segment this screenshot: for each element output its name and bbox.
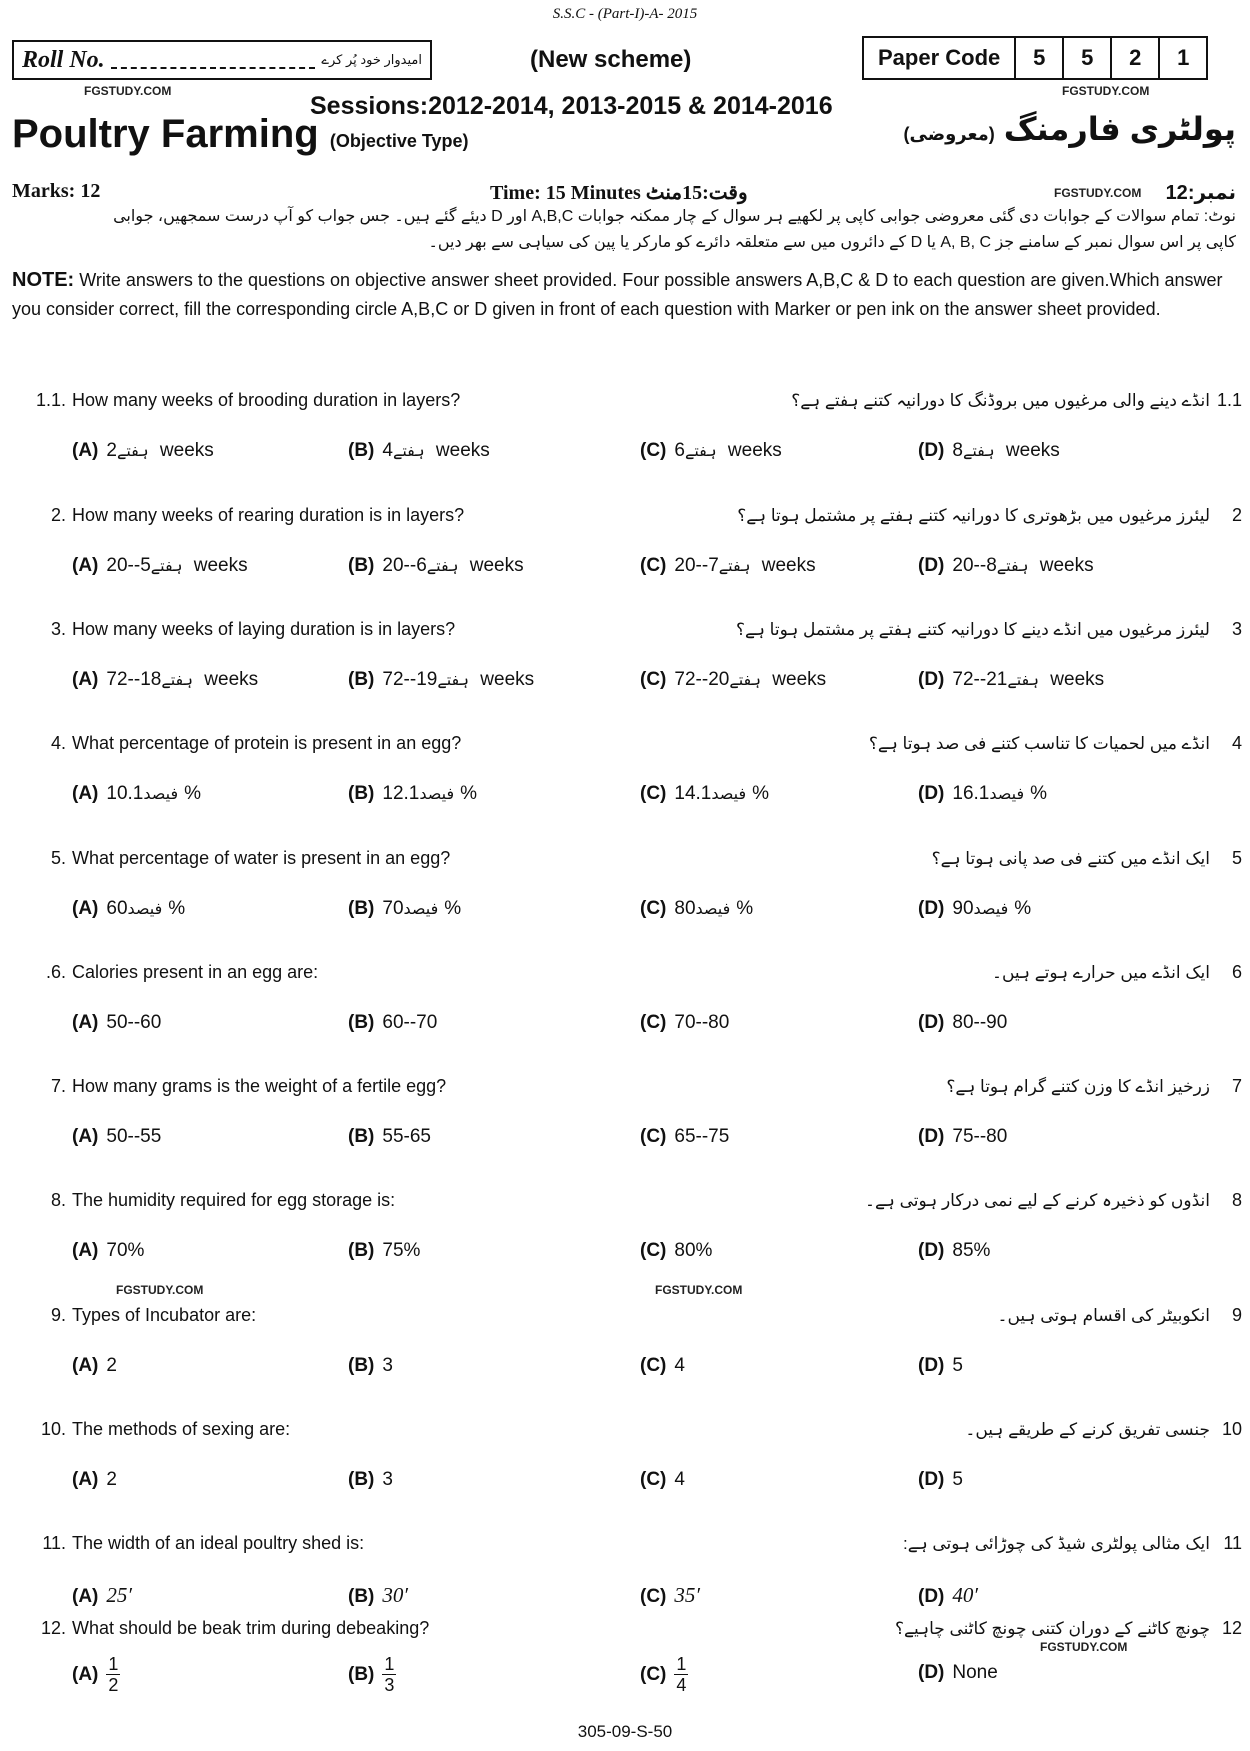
option-value: 60% (106, 898, 186, 919)
option-urdu-unit: ہفتے (1007, 672, 1039, 689)
option-label: (B) (348, 1586, 375, 1607)
option-label: (D) (918, 1586, 945, 1607)
paper-code-label: Paper Code (864, 38, 1016, 78)
option-label: (D) (918, 898, 945, 919)
option-a (72, 1583, 132, 1608)
question-urdu-number: 9 (1231, 1305, 1242, 1325)
option-label: (A) (72, 898, 99, 919)
note-label: NOTE: (12, 269, 75, 291)
option-label: (A) (72, 1469, 99, 1490)
question-text: How many weeks of brooding duration in layers? (72, 390, 461, 410)
question (0, 848, 1250, 948)
option-label: (A) (72, 1012, 99, 1033)
option-c (640, 1469, 685, 1491)
option-label: (B) (348, 898, 375, 919)
option-urdu-unit: ہفتے (684, 443, 717, 460)
question-urdu: انڈے دینے والی مرغیوں میں بروڈنگ کا دورانیہ کتنے ہفتے ہے؟ (791, 391, 1210, 410)
fraction-numerator: 1 (108, 1654, 119, 1674)
title-sub: (Objective Type) (329, 131, 469, 151)
option-value: 2 weeks (106, 440, 214, 461)
option-c (640, 1012, 729, 1034)
option-a (72, 1126, 161, 1148)
option-label: (A) (72, 1240, 99, 1261)
option-c (640, 898, 753, 920)
option-urdu-unit: فیصد (403, 901, 439, 918)
option-urdu-unit: ہفتے (437, 672, 469, 689)
option-label: (C) (640, 1126, 667, 1147)
time (490, 180, 748, 205)
option-value: 40′ (952, 1583, 978, 1607)
option-a (72, 1469, 117, 1491)
instructions (12, 266, 1237, 324)
paper-code-digit: 1 (1177, 45, 1190, 70)
option-b (348, 440, 490, 462)
option-value: 19--72 weeks (382, 669, 535, 690)
option-label: (D) (918, 669, 945, 690)
option-label: (A) (72, 669, 99, 690)
option-value: 5 (952, 1355, 963, 1376)
option-a (72, 555, 248, 577)
fraction-denominator: 4 (676, 1675, 687, 1695)
footer-code: 305-09-S-50 (577, 1722, 673, 1741)
roll-line (111, 51, 316, 69)
watermark: FGSTUDY.COM (1054, 186, 1142, 200)
question-urdu-number: 3 (1231, 619, 1242, 639)
question-number: 8. (50, 1190, 66, 1210)
option-value: 80--90 (952, 1012, 1008, 1033)
option-label: (A) (72, 1355, 99, 1376)
option-value: 70% (382, 898, 462, 919)
question (0, 1076, 1250, 1176)
option-label: (D) (918, 1469, 945, 1490)
option-label: (B) (348, 440, 375, 461)
question-text: What should be beak trim during debeaking? (72, 1618, 430, 1638)
marks: Marks: 12 (12, 180, 101, 202)
option-c (640, 1355, 685, 1377)
option-d (918, 1355, 963, 1377)
option-label: (D) (918, 1126, 945, 1147)
question-urdu-number: 10 (1221, 1419, 1242, 1439)
option-d (918, 1126, 1007, 1148)
question-text: Calories present in an egg are: (72, 962, 319, 982)
option-label: (D) (918, 555, 945, 576)
option-c (640, 1240, 712, 1262)
option-value: 85% (952, 1240, 991, 1261)
option-label: (C) (640, 1469, 667, 1490)
option-label: (B) (348, 1240, 375, 1261)
option-urdu-unit: فیصد (419, 786, 455, 803)
question-text: The humidity required for egg storage is: (72, 1190, 396, 1210)
option-c (640, 669, 826, 691)
option-label: (B) (348, 1469, 375, 1490)
option-a (72, 783, 201, 805)
option-value: 4 weeks (382, 440, 490, 461)
option-a (72, 669, 258, 691)
question-number: .6. (45, 962, 66, 982)
option-a (72, 1355, 117, 1377)
option-b (348, 1355, 393, 1377)
option-label: (A) (72, 1663, 99, 1685)
option-label: (C) (640, 783, 667, 804)
fraction-numerator: 1 (676, 1654, 687, 1674)
option-label: (A) (72, 1586, 99, 1607)
option-value: 35′ (674, 1583, 700, 1607)
question-urdu: ایک انڈے میں کتنے فی صد پانی ہوتا ہے؟ (931, 849, 1210, 868)
question-urdu-number: 8 (1231, 1190, 1242, 1210)
option-urdu-unit: فیصد (711, 786, 747, 803)
watermark: FGSTUDY.COM (1062, 84, 1150, 98)
question-number: 5. (50, 848, 66, 868)
question-number: 4. (50, 733, 66, 753)
option-urdu-unit: فیصد (127, 901, 163, 918)
option-label: (C) (640, 1663, 667, 1685)
question (0, 733, 1250, 833)
fraction-one-third (382, 1654, 396, 1695)
option-value: 5--20 weeks (106, 555, 248, 576)
question-urdu-number: 6 (1231, 962, 1242, 982)
question (0, 1618, 1250, 1718)
option-value: 21--72 weeks (952, 669, 1105, 690)
option-c (640, 1583, 700, 1608)
roll-number-box (12, 40, 432, 80)
option-b (348, 1126, 431, 1148)
option-d (918, 555, 1094, 577)
option-d (918, 783, 1047, 805)
option-label: (D) (918, 1240, 945, 1261)
option-urdu-unit: ہفتے (426, 558, 459, 575)
question (0, 390, 1250, 490)
question-urdu: انڈے میں لحمیات کا تناسب کتنے فی صد ہوتا ہے؟ (868, 734, 1210, 753)
question-urdu: جنسی تفریق کرنے کے طریقے ہیں۔ (965, 1420, 1210, 1439)
question-text: The width of an ideal poultry shed is: (72, 1533, 365, 1553)
watermark: FGSTUDY.COM (655, 1283, 743, 1297)
question-number: 10. (40, 1419, 66, 1439)
question-urdu: انڈوں کو ذخیرہ کرنے کے لیے نمی درکار ہوتی ہے۔ (864, 1191, 1210, 1210)
option-value: 16.1% (952, 783, 1048, 804)
option-label: (A) (72, 440, 99, 461)
paper-title (12, 112, 469, 157)
urdu-title (904, 110, 1237, 148)
question-urdu: چونچ کاٹنے کے دوران کتنی چونچ کاٹنی چاہیے؟ (895, 1619, 1210, 1638)
question (0, 1419, 1250, 1519)
option-a (72, 440, 214, 462)
option-value: 3 (382, 1469, 393, 1490)
option-b (348, 1583, 408, 1608)
option-d (918, 1583, 978, 1608)
question (0, 505, 1250, 605)
option-d (918, 440, 1060, 462)
question-text: Types of Incubator are: (72, 1305, 257, 1325)
option-value: None (952, 1662, 998, 1683)
option-label: (B) (348, 1663, 375, 1685)
question-urdu-number: 2 (1231, 505, 1242, 525)
option-label: (C) (640, 440, 667, 461)
option-d (918, 1662, 998, 1684)
top-line: S.S.C - (Part-I)-A- 2015 (552, 6, 698, 22)
option-value: 65--75 (674, 1126, 730, 1147)
option-value: 25′ (106, 1583, 132, 1607)
option-value: 50--55 (106, 1126, 162, 1147)
fraction-one-quarter (674, 1654, 688, 1695)
option-b (348, 669, 534, 691)
option-c (640, 1654, 688, 1695)
question-urdu: ایک مثالی پولٹری شیڈ کی چوڑائی ہوتی ہے: (903, 1534, 1210, 1553)
question-urdu-number: 1.1 (1216, 390, 1242, 410)
option-urdu-unit: ہفتے (116, 443, 149, 460)
option-value: 75--80 (952, 1126, 1008, 1147)
option-urdu-unit: فیصد (143, 786, 179, 803)
option-label: (D) (918, 1012, 945, 1033)
option-label: (C) (640, 1355, 667, 1376)
option-urdu-unit: فیصد (989, 786, 1025, 803)
option-urdu-unit: ہفتے (962, 443, 995, 460)
question-text: How many grams is the weight of a fertile egg? (72, 1076, 447, 1096)
option-value: 50--60 (106, 1012, 162, 1033)
option-label: (B) (348, 783, 375, 804)
option-value: 75% (382, 1240, 421, 1261)
option-label: (B) (348, 1355, 375, 1376)
urdu-marks: نمبر:12 (1165, 182, 1236, 204)
option-c (640, 1126, 729, 1148)
fraction-one-half (106, 1654, 120, 1695)
roll-label: Roll No. (22, 46, 105, 73)
option-value: 6 weeks (674, 440, 782, 461)
option-label: (A) (72, 783, 99, 804)
paper-code-box (862, 36, 1208, 80)
note-text: Write answers to the questions on objective answer sheet provided. Four possible answers A,B,C & D to each question are given.Which answer you consider correct, fill the corresponding circle A,B,C or D given in front of each question with Marker or pen ink on the answer sheet provided. (12, 270, 1223, 319)
option-urdu-unit: ہفتے (161, 672, 193, 689)
option-value: 4 (674, 1469, 685, 1490)
option-b (348, 783, 477, 805)
option-value: 5 (952, 1469, 963, 1490)
option-urdu-unit: ہفتے (729, 672, 761, 689)
option-c (640, 555, 816, 577)
option-label: (C) (640, 898, 667, 919)
option-d (918, 1012, 1007, 1034)
option-urdu-unit: ہفتے (996, 558, 1029, 575)
fraction-denominator: 3 (384, 1675, 395, 1695)
option-urdu-unit: ہفتے (150, 558, 183, 575)
question-number: 7. (50, 1076, 66, 1096)
option-value: 70--80 (674, 1012, 730, 1033)
option-a (72, 1240, 144, 1262)
question-urdu-number: 4 (1231, 733, 1242, 753)
option-value: 70% (106, 1240, 145, 1261)
option-label: (B) (348, 669, 375, 690)
title-main: Poultry Farming (12, 112, 319, 156)
option-d (918, 1469, 963, 1491)
option-label: (B) (348, 1126, 375, 1147)
option-b (348, 1012, 437, 1034)
option-b (348, 1469, 393, 1491)
option-c (640, 440, 782, 462)
question-urdu-number: 12 (1221, 1618, 1242, 1638)
option-value: 14.1% (674, 783, 770, 804)
option-value: 8--20 weeks (952, 555, 1094, 576)
question (0, 1190, 1250, 1290)
option-value: 80% (674, 898, 754, 919)
option-d (918, 669, 1104, 691)
option-value: 6--20 weeks (382, 555, 524, 576)
option-label: (C) (640, 1586, 667, 1607)
watermark: FGSTUDY.COM (116, 1283, 204, 1297)
option-value: 90% (952, 898, 1032, 919)
urdu-instructions: نوٹ: تمام سوالات کے جوابات دی گئی معروضی جوابی کاپی پر لکھیے ہر سوال کے چار ممکنہ جوابات A,B,C اور D دیئے گئے ہیں۔ جس جواب کو آپ درست سمجھیں، جوابی کاپی پر اس سوال نمبر کے سامنے جز A, B, C یا D کے دائروں میں سے متعلقہ دائرے کو مارکر یا پین کی سیاہی سے بھر دیں۔ (113, 208, 1236, 251)
question-text: How many weeks of rearing duration is in layers? (72, 505, 465, 525)
question-urdu-number: 7 (1231, 1076, 1242, 1096)
option-label: (C) (640, 1240, 667, 1261)
question (0, 1305, 1250, 1405)
option-a (72, 1654, 120, 1695)
question-urdu: ایک انڈے میں حرارے ہوتے ہیں۔ (991, 963, 1210, 982)
option-value: 2 (106, 1469, 117, 1490)
roll-urdu-note: امیدوار خود پُر کرے (321, 52, 422, 67)
option-d (918, 898, 1031, 920)
option-value: 18--72 weeks (106, 669, 259, 690)
option-c (640, 783, 769, 805)
question-text: What percentage of protein is present in an egg? (72, 733, 462, 753)
question-urdu-number: 11 (1223, 1533, 1242, 1553)
question-number: 3. (50, 619, 66, 639)
option-b (348, 1240, 420, 1262)
question-urdu: زرخیز انڈے کا وزن کتنے گرام ہوتا ہے؟ (946, 1077, 1210, 1096)
question (0, 619, 1250, 719)
question-number: 12. (40, 1618, 66, 1638)
option-urdu-unit: ہفتے (718, 558, 751, 575)
option-label: (D) (918, 1662, 945, 1683)
option-b (348, 555, 524, 577)
option-value: 12.1% (382, 783, 478, 804)
paper-code-digit: 2 (1112, 38, 1160, 78)
option-label: (D) (918, 1355, 945, 1376)
watermark: FGSTUDY.COM (84, 84, 172, 98)
question-number: 2. (50, 505, 66, 525)
time-english: Time: 15 Minutes (490, 182, 641, 204)
option-value: 80% (674, 1240, 713, 1261)
option-label: (B) (348, 1012, 375, 1033)
option-d (918, 1240, 990, 1262)
option-urdu-unit: ہفتے (392, 443, 425, 460)
question-text: How many weeks of laying duration is in layers? (72, 619, 456, 639)
option-a (72, 1012, 161, 1034)
question-text: What percentage of water is present in an egg? (72, 848, 451, 868)
option-b (348, 1654, 396, 1695)
option-value: 8 weeks (952, 440, 1060, 461)
question-urdu: انکوبیٹر کی اقسام ہوتی ہیں۔ (997, 1306, 1210, 1325)
option-label: (A) (72, 1126, 99, 1147)
option-a (72, 898, 185, 920)
sessions: Sessions:2012-2014, 2013-2015 & 2014-2016 (310, 92, 833, 120)
option-label: (A) (72, 555, 99, 576)
question-text: The methods of sexing are: (72, 1419, 291, 1439)
question (0, 962, 1250, 1062)
option-label: (C) (640, 555, 667, 576)
fraction-numerator: 1 (384, 1654, 395, 1674)
question-number: 9. (50, 1305, 66, 1325)
question-urdu: لیئرز مرغیوں میں انڈے دینے کا دورانیہ کتنے ہفتے پر مشتمل ہوتا ہے؟ (736, 620, 1210, 639)
watermark: FGSTUDY.COM (1040, 1640, 1128, 1654)
urdu-title-main: پولٹری فارمنگ (1003, 111, 1236, 147)
question-number: 1.1. (35, 390, 66, 410)
option-urdu-unit: فیصد (973, 901, 1009, 918)
option-label: (C) (640, 669, 667, 690)
option-value: 4 (674, 1355, 685, 1376)
fraction-denominator: 2 (108, 1675, 119, 1695)
question-urdu: لیئرز مرغیوں میں بڑھوتری کا دورانیہ کتنے ہفتے پر مشتمل ہوتا ہے؟ (737, 506, 1210, 525)
option-value: 10.1% (106, 783, 202, 804)
option-value: 55-65 (382, 1126, 431, 1147)
option-value: 60--70 (382, 1012, 438, 1033)
option-value: 30′ (382, 1583, 408, 1607)
option-value: 7--20 weeks (674, 555, 816, 576)
scheme-label: (New scheme) (530, 46, 692, 73)
option-value: 20--72 weeks (674, 669, 827, 690)
option-label: (D) (918, 440, 945, 461)
time-urdu: وقت:15منٹ (645, 182, 748, 204)
option-urdu-unit: فیصد (695, 901, 731, 918)
question-urdu-number: 5 (1231, 848, 1242, 868)
option-value: 2 (106, 1355, 117, 1376)
question-number: 11. (42, 1533, 66, 1553)
option-value: 3 (382, 1355, 393, 1376)
paper-code-digit: 5 (1016, 38, 1064, 78)
option-label: (D) (918, 783, 945, 804)
option-label: (C) (640, 1012, 667, 1033)
option-b (348, 898, 461, 920)
option-label: (B) (348, 555, 375, 576)
urdu-title-sub: (معروضی) (903, 124, 995, 144)
paper-code-digit: 5 (1064, 38, 1112, 78)
